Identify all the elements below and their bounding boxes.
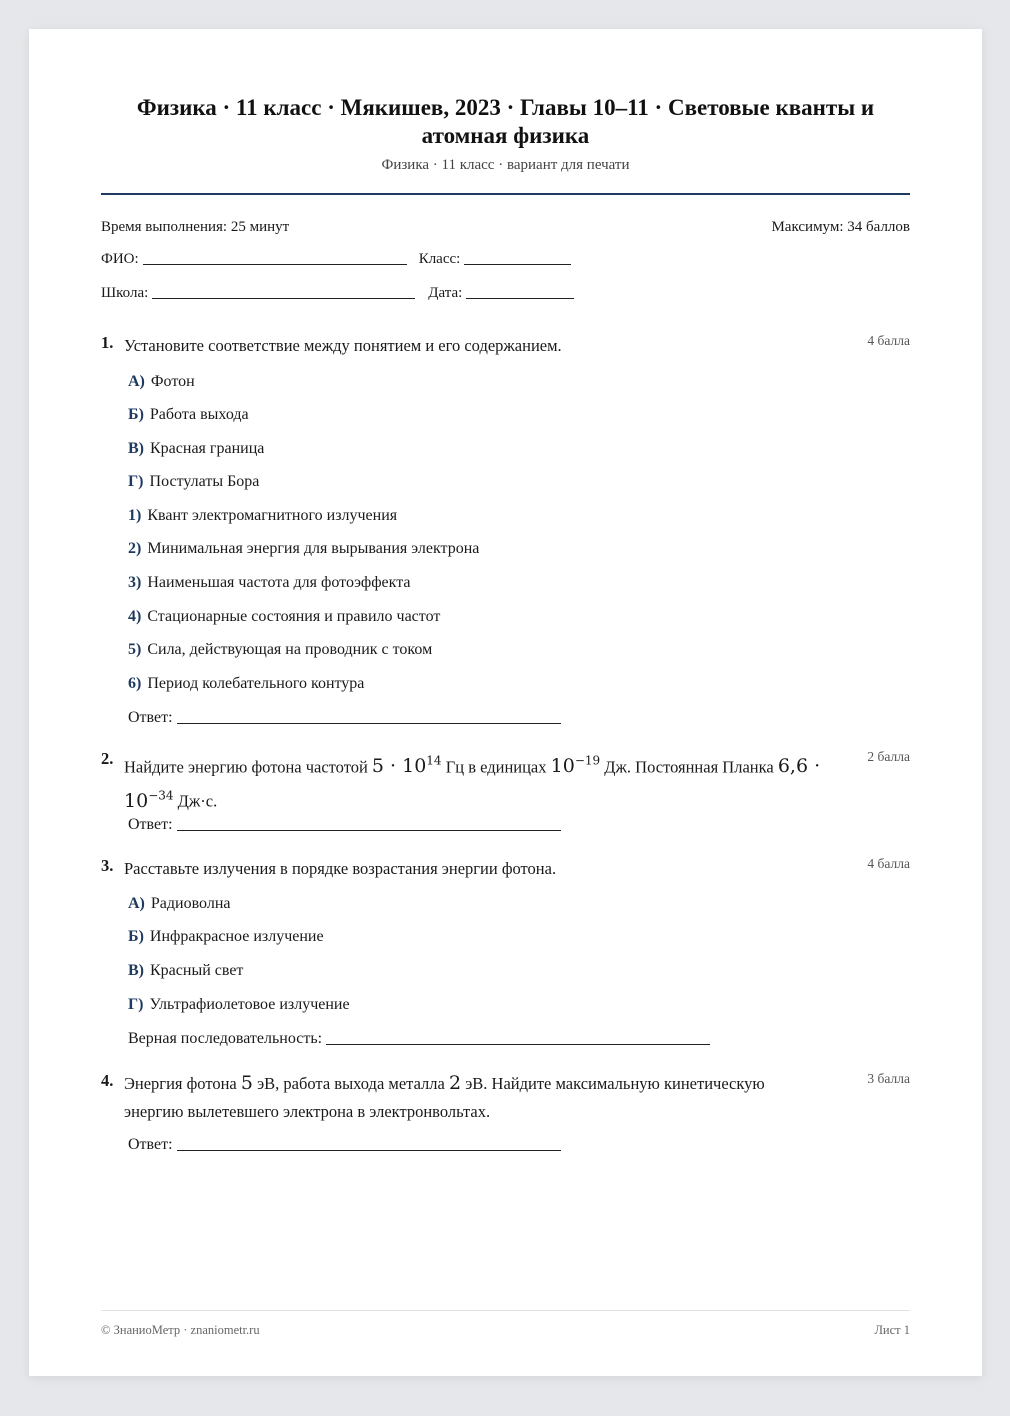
question-points: 4 балла bbox=[867, 333, 910, 348]
school-field[interactable] bbox=[152, 297, 415, 299]
option-text: Красная граница bbox=[150, 440, 265, 457]
question-number: 4. bbox=[101, 1071, 114, 1090]
answer-field[interactable] bbox=[326, 1043, 710, 1045]
option-text: Ультрафиолетовое излучение bbox=[149, 996, 350, 1013]
fio-field[interactable] bbox=[143, 263, 407, 265]
option-text: Фотон bbox=[150, 373, 195, 390]
match-text: Сила, действующая на проводник с током bbox=[147, 641, 433, 658]
match-text: Минимальная энергия для вырывания электрона bbox=[147, 540, 480, 557]
option-text: Работа выхода bbox=[149, 406, 249, 423]
match-item bbox=[128, 540, 479, 558]
page-title: Физика · 11 класс · Мякишев, 2023 · Главы 10–11 · Световые кванты и атомная физика bbox=[136, 95, 875, 148]
option-item bbox=[128, 473, 259, 491]
class-field[interactable] bbox=[464, 263, 571, 265]
match-key: 1) bbox=[128, 507, 142, 524]
time-limit: Время выполнения: 25 минут bbox=[101, 219, 290, 235]
match-key: 2) bbox=[128, 540, 142, 557]
text-part: Дж. Постоянная Планка bbox=[604, 757, 774, 777]
option-item bbox=[128, 895, 230, 913]
school-label: Школа: bbox=[101, 285, 149, 301]
question-text: Установите соответствие между понятием и его содержанием. bbox=[124, 336, 562, 355]
option-key: В) bbox=[128, 962, 144, 979]
footer-divider bbox=[101, 1310, 910, 1311]
match-item bbox=[128, 574, 411, 592]
match-key: 6) bbox=[128, 675, 142, 692]
answer-label: Ответ: bbox=[128, 1136, 173, 1153]
option-key: Г) bbox=[128, 473, 144, 490]
answer-label: Верная последовательность: bbox=[128, 1030, 323, 1047]
question-text bbox=[124, 1069, 824, 1126]
answer-field[interactable] bbox=[177, 722, 561, 724]
option-item bbox=[128, 440, 264, 458]
answer-row-q2 bbox=[128, 816, 561, 834]
option-text: Постулаты Бора bbox=[149, 473, 260, 490]
match-item bbox=[128, 641, 432, 659]
question-number: 2. bbox=[101, 749, 114, 768]
class-label: Класс: bbox=[418, 251, 461, 267]
answer-label: Ответ: bbox=[128, 816, 173, 833]
question-text: Расставьте излучения в порядке возрастания энергии фотона. bbox=[124, 859, 557, 878]
option-text: Инфракрасное излучение bbox=[149, 928, 324, 945]
match-text: Период колебательного контура bbox=[147, 675, 365, 692]
option-key: Б) bbox=[128, 406, 144, 423]
page-number: Лист 1 bbox=[874, 1323, 910, 1337]
option-text: Радиоволна bbox=[150, 895, 231, 912]
match-item bbox=[128, 675, 364, 693]
math-expr: 2 bbox=[448, 1072, 462, 1094]
question-points: 4 балла bbox=[867, 856, 910, 871]
answer-label: Ответ: bbox=[128, 709, 173, 726]
math-expr: $6,6 \cdot 10^{-34}$ bbox=[124, 755, 821, 812]
match-text: Квант электромагнитного излучения bbox=[147, 507, 398, 524]
option-item bbox=[128, 928, 324, 946]
option-key: Г) bbox=[128, 996, 144, 1013]
match-key: 5) bbox=[128, 641, 142, 658]
match-key: 4) bbox=[128, 608, 142, 625]
math-expr: $5 \cdot 10^{14}$ bbox=[371, 754, 442, 778]
question-number: 1. bbox=[101, 333, 114, 352]
header-divider bbox=[101, 193, 910, 195]
option-key: В) bbox=[128, 440, 144, 457]
answer-field[interactable] bbox=[177, 829, 561, 831]
date-label: Дата: bbox=[428, 285, 463, 301]
question-text bbox=[124, 747, 824, 816]
text-part: Найдите энергию фотона частотой bbox=[124, 757, 368, 777]
text-part: Энергия фотона bbox=[124, 1074, 237, 1093]
student-fields-row-2 bbox=[101, 285, 574, 302]
option-item bbox=[128, 406, 249, 424]
match-text: Наименьшая частота для фотоэффекта bbox=[147, 574, 411, 591]
fio-label: ФИО: bbox=[101, 251, 139, 267]
text-part: эВ. Найдите максимальную кинетическую энергию вылетевшего электрона в электронвольтах. bbox=[124, 1074, 765, 1121]
option-key: А) bbox=[128, 895, 145, 912]
match-item bbox=[128, 608, 440, 626]
question-number: 3. bbox=[101, 856, 114, 875]
option-text: Красный свет bbox=[150, 962, 244, 979]
text-part: эВ, работа выхода металла bbox=[257, 1074, 445, 1093]
max-score: Максимум: 34 баллов bbox=[771, 219, 910, 235]
footer-copyright: © ЗнаниоМетр · znaniometr.ru bbox=[101, 1323, 260, 1337]
math-expr: $10^{-19}$ bbox=[550, 754, 601, 778]
option-item bbox=[128, 996, 350, 1014]
match-item bbox=[128, 507, 397, 525]
option-item bbox=[128, 962, 243, 980]
answer-row-q1 bbox=[128, 709, 561, 727]
option-key: А) bbox=[128, 373, 145, 390]
answer-row-q3 bbox=[128, 1030, 710, 1048]
answer-field[interactable] bbox=[177, 1149, 561, 1151]
answer-row-q4 bbox=[128, 1136, 561, 1154]
date-field[interactable] bbox=[466, 297, 574, 299]
text-part: Дж·с. bbox=[177, 791, 218, 811]
text-part: Гц в единицах bbox=[445, 757, 547, 777]
student-fields-row-1 bbox=[101, 251, 571, 268]
question-points: 2 балла bbox=[867, 749, 910, 764]
worksheet-page bbox=[29, 29, 982, 1376]
option-item bbox=[128, 373, 195, 391]
question-points: 3 балла bbox=[867, 1071, 910, 1086]
page-subtitle: Физика · 11 класс · вариант для печати bbox=[381, 157, 630, 173]
math-expr: 5 bbox=[240, 1072, 253, 1094]
match-key: 3) bbox=[128, 574, 142, 591]
option-key: Б) bbox=[128, 928, 144, 945]
match-text: Стационарные состояния и правило частот bbox=[147, 608, 441, 625]
